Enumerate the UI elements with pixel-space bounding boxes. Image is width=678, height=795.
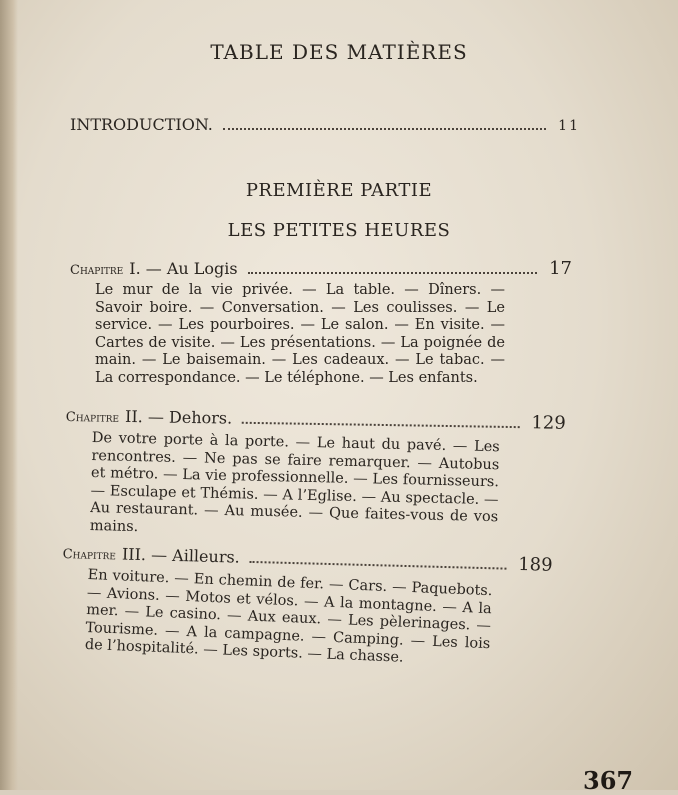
- introduction-entry: [70, 115, 580, 134]
- book-spine-shadow: [0, 0, 18, 790]
- chapter-1-page: 17: [549, 258, 572, 279]
- chapter-3-topics: En voiture. — En chemin de fer. — Cars. — Paquebots. — Avions. — Motos et vélos. — A la montagne. — A la mer. — Le casino. — Aux eaux. — Les pèlerinages. — Tourisme. — A la campagne. — Camping. — Les lois de l’hospitalité. — Les sports. — La chasse.: [84, 567, 493, 666]
- part-title: LES PETITES HEURES: [227, 220, 451, 241]
- chapter-2-page: 129: [531, 412, 566, 434]
- leader-dots: [242, 422, 519, 428]
- leader-dots: [223, 128, 546, 130]
- introduction-page: 11: [558, 118, 580, 134]
- chapter-1-entry: [70, 258, 572, 279]
- chapter-1-topics: Le mur de la vie privée. — La table. — Dîners. — Savoir boire. — Conversation. — Les coulisses. — Le service. — Les pourboires. — Le salon. — En visite. — Cartes de visite. — Les présentations. — La poignée de main. — Le baisemain. — Les cadeaux. — Le tabac. — La correspondance. — Le téléphone. — Les enfants.: [95, 282, 505, 386]
- page-number: 367: [583, 766, 634, 795]
- chapter-3-page: 189: [517, 553, 553, 576]
- leader-dots: [248, 272, 537, 274]
- chapter-3-label: Chapitre: [62, 546, 117, 564]
- chapter-2-label: Chapitre: [65, 409, 120, 426]
- leader-dots: [250, 561, 506, 570]
- chapter-1-label: Chapitre: [70, 263, 124, 278]
- introduction-label: INTRODUCTION.: [70, 115, 213, 134]
- chapter-1-title: I. — Au Logis: [129, 259, 238, 278]
- part-label: PREMIÈRE PARTIE: [245, 180, 433, 201]
- chapter-3-title: III. — Ailleurs.: [121, 544, 241, 567]
- chapter-2-title: II. — Dehors.: [124, 406, 233, 428]
- page-title: TABLE DES MATIÈRES: [210, 40, 468, 64]
- chapter-2-topics: De votre porte à la porte. — Le haut du pavé. — Les rencontres. — Ne pas se faire remarquer. — Autobus et métro. — La vie professionnelle. — Les fournisseurs. — Esculape et Thémis. — A l’Eglise. — Au spectacle. — Au restaurant. — Au musée. — Que faites-vous de vos mains.: [89, 430, 500, 535]
